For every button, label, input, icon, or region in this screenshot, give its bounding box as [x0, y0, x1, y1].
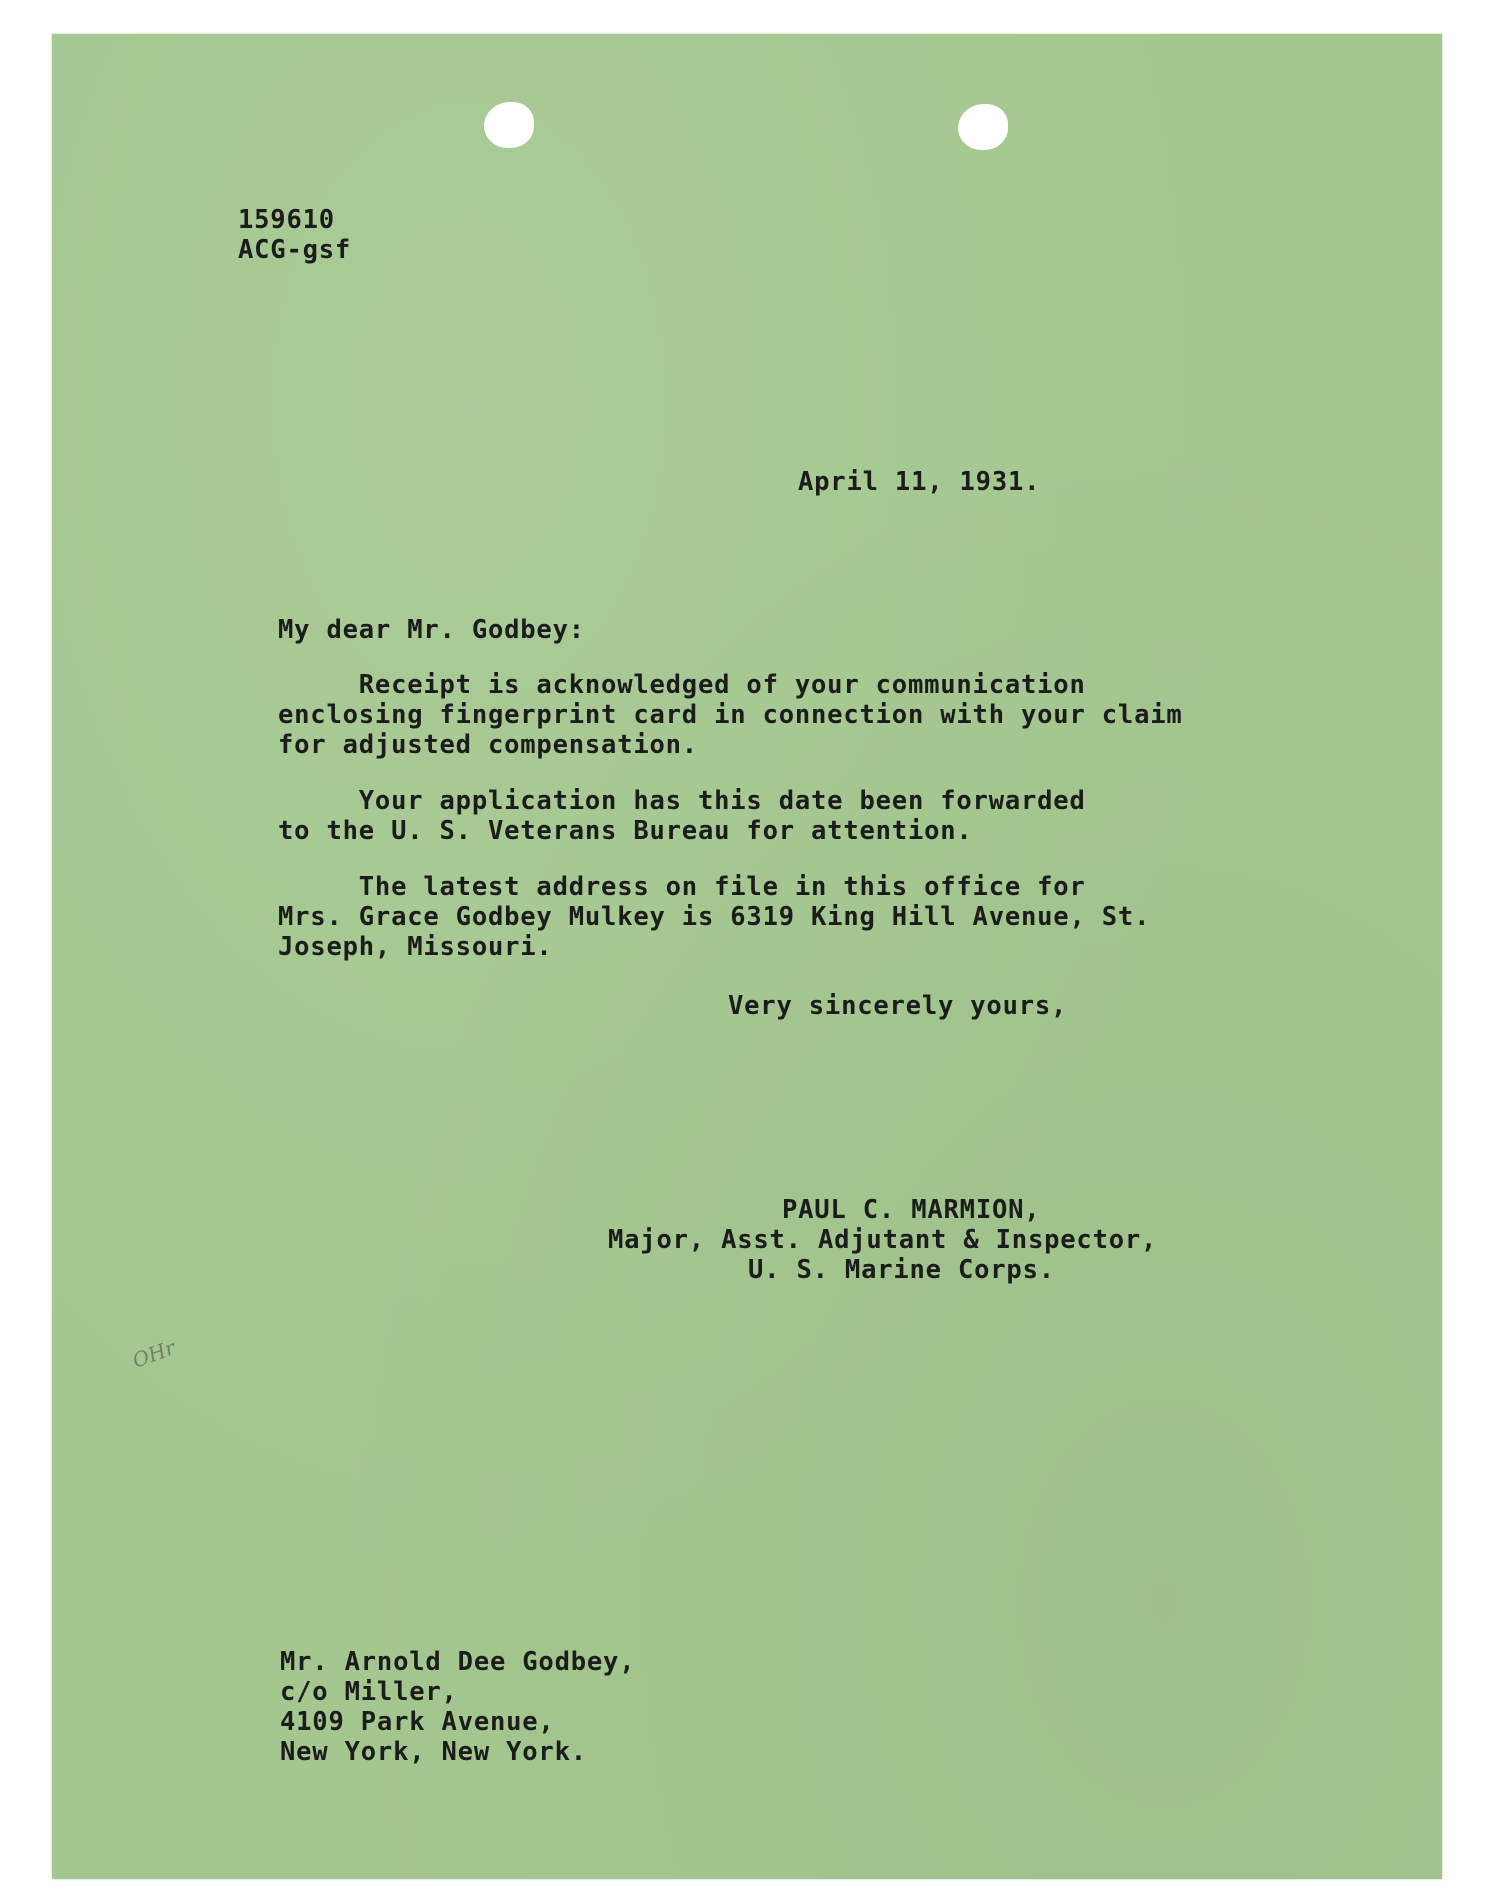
recipient-line-3: 4109 Park Avenue, [280, 1707, 555, 1737]
body-paragraph-2-line-2: to the U. S. Veterans Bureau for attention. [278, 816, 973, 846]
signer-organization: U. S. Marine Corps. [748, 1255, 1055, 1285]
typist-initials: ACG-gsf [238, 235, 352, 265]
signer-title: Major, Asst. Adjutant & Inspector, [608, 1225, 1158, 1255]
body-paragraph-1-line-1: Receipt is acknowledged of your communication [278, 670, 1086, 700]
signer-name: PAUL C. MARMION, [782, 1195, 1041, 1225]
file-number: 159610 [238, 205, 335, 235]
punch-hole-left [484, 102, 534, 148]
recipient-line-4: New York, New York. [280, 1737, 587, 1767]
body-paragraph-2-line-1: Your application has this date been forwarded [278, 786, 1086, 816]
punch-hole-right [958, 104, 1008, 150]
salutation: My dear Mr. Godbey: [278, 615, 585, 645]
recipient-line-2: c/o Miller, [280, 1677, 458, 1707]
body-paragraph-3-line-2: Mrs. Grace Godbey Mulkey is 6319 King Hill Avenue, St. [278, 902, 1151, 932]
body-paragraph-1-line-2: enclosing fingerprint card in connection with your claim [278, 700, 1183, 730]
body-paragraph-3-line-1: The latest address on file in this office for [278, 872, 1086, 902]
letter-date: April 11, 1931. [798, 467, 1041, 497]
complimentary-close: Very sincerely yours, [728, 991, 1068, 1021]
body-paragraph-3-line-3: Joseph, Missouri. [278, 932, 553, 962]
recipient-line-1: Mr. Arnold Dee Godbey, [280, 1647, 636, 1677]
margin-handwritten-note: OHr [129, 1335, 179, 1373]
body-paragraph-1-line-3: for adjusted compensation. [278, 730, 698, 760]
green-letter-sheet [52, 34, 1442, 1879]
